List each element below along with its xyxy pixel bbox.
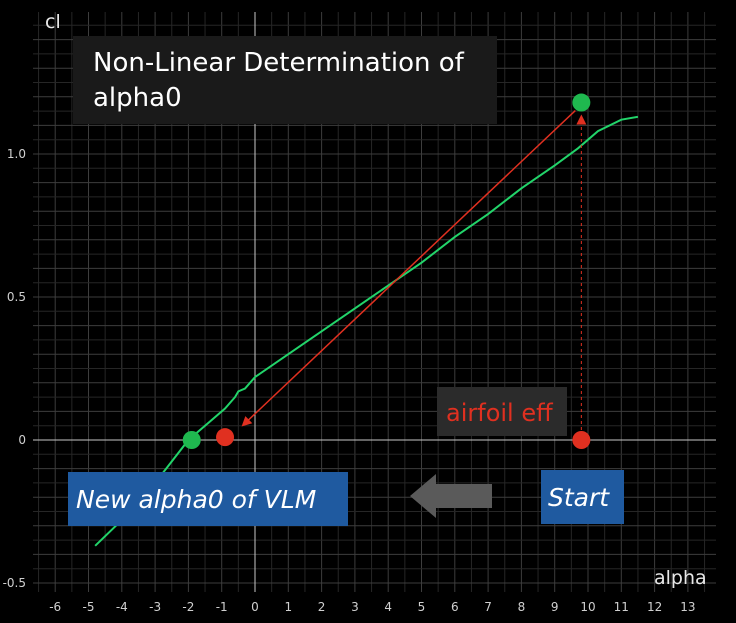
alpha0-vlm-point [183, 431, 201, 449]
y-tick-label: -0.5 [2, 576, 26, 590]
y-tick-label: 0 [18, 433, 26, 447]
x-tick-label: 7 [484, 600, 492, 614]
x-axis-label: alpha [654, 567, 707, 589]
start-label: Start [548, 483, 610, 512]
y-axis-label: cl [45, 11, 61, 33]
y-tick-label: 1.0 [6, 147, 26, 161]
x-tick-label: 13 [680, 600, 696, 614]
x-tick-label: 1 [284, 600, 293, 614]
x-tick-label: 0 [251, 600, 259, 614]
diagonal-arrow [243, 111, 575, 426]
x-tick-label: 4 [384, 600, 393, 614]
top-point [572, 94, 590, 112]
new-alpha0-label: New alpha0 of VLM [76, 485, 317, 514]
x-tick-label: 2 [317, 600, 326, 614]
y-tick-label: 0.5 [6, 290, 26, 304]
x-tick-label: -2 [182, 600, 195, 614]
x-tick-label: 6 [450, 600, 459, 614]
x-tick-label: 9 [550, 600, 559, 614]
x-tick-label: 5 [417, 600, 426, 614]
airfoil-alpha0-point [216, 428, 234, 446]
x-tick-label: 12 [646, 600, 663, 614]
x-tick-label: 10 [580, 600, 596, 614]
x-tick-label: -3 [149, 600, 162, 614]
x-tick-label: -1 [215, 600, 228, 614]
x-tick-label: 3 [351, 600, 359, 614]
x-tick-label: -5 [82, 600, 95, 614]
x-tick-label: 11 [613, 600, 629, 614]
x-tick-label: 8 [517, 600, 526, 614]
start-point [572, 431, 590, 449]
chart-title-line-2: alpha0 [93, 83, 182, 113]
x-tick-label: -6 [49, 600, 62, 614]
chart-title-line-1: Non-Linear Determination of [93, 48, 464, 78]
tick-labels [3, 147, 696, 614]
x-tick-label: -4 [115, 600, 128, 614]
airfoil-eff-label: airfoil eff [446, 399, 553, 427]
